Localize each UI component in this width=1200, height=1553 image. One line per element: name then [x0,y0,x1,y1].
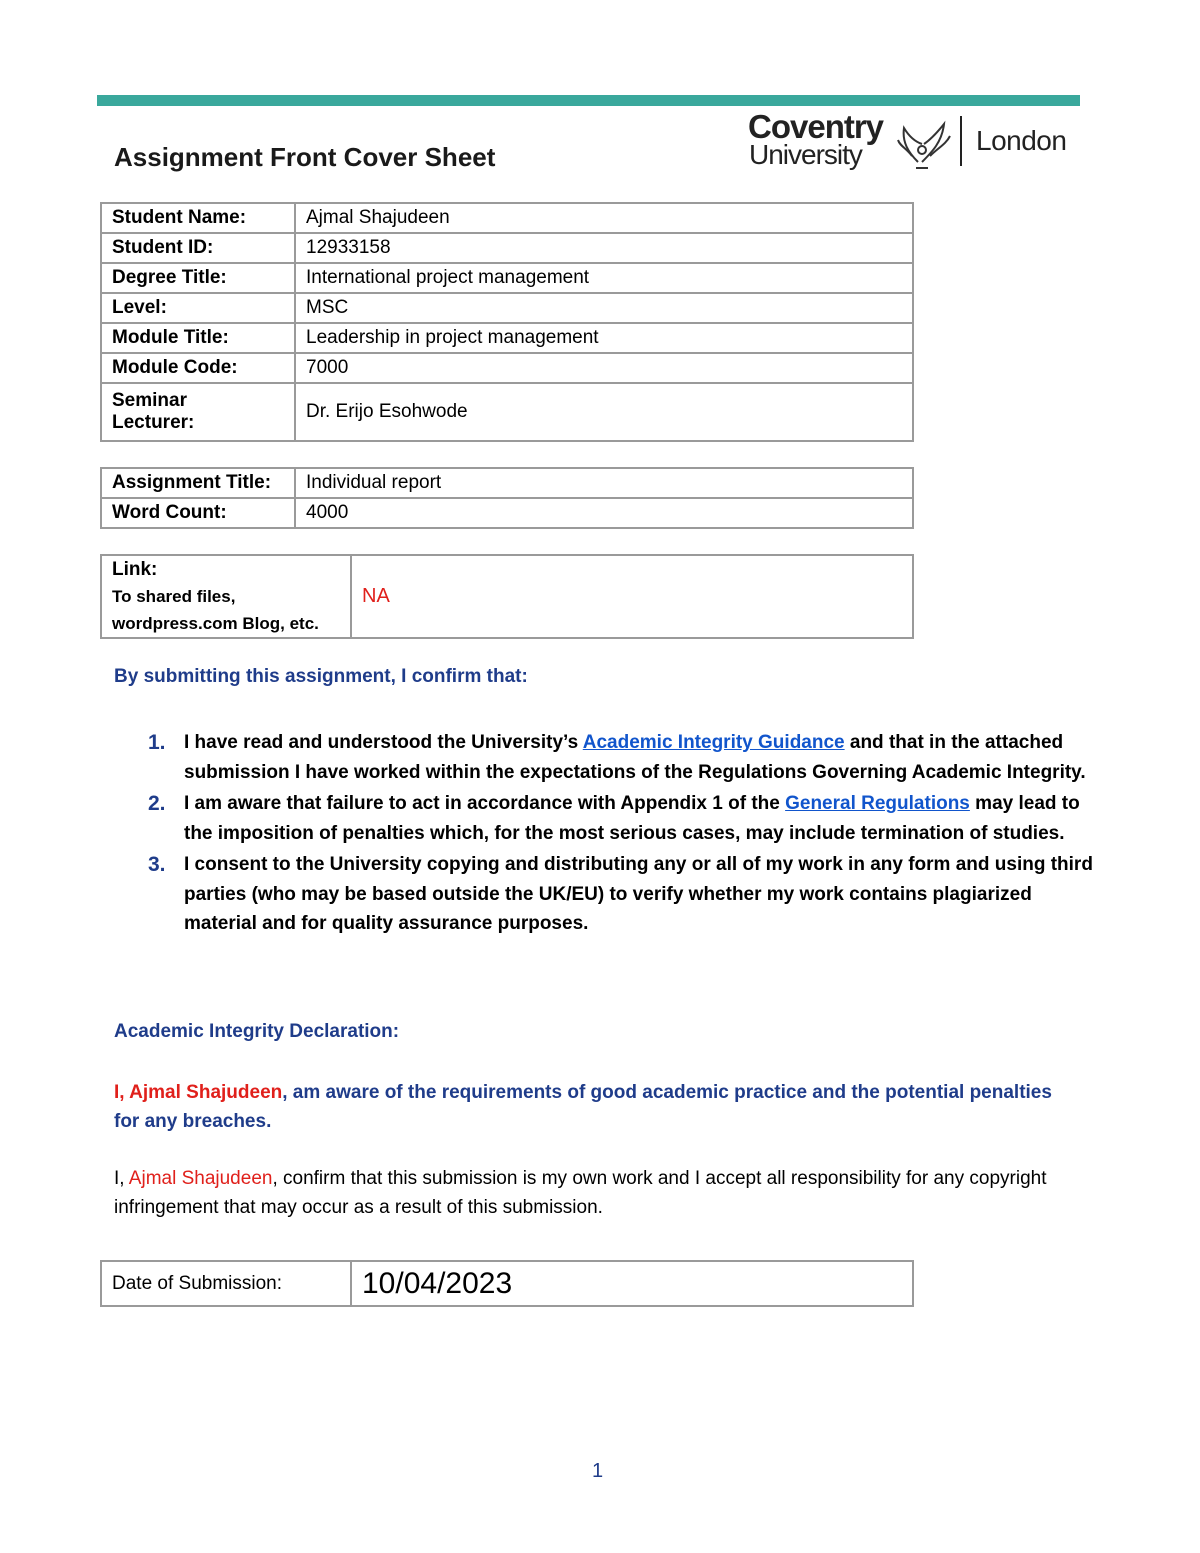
table-row [101,293,913,323]
word-count-value: 4000 [295,498,913,528]
module-title-value: Leadership in project management [295,323,913,353]
degree-title-value: International project management [295,263,913,293]
paragraph-prefix: I, [114,1168,129,1189]
table-row [101,498,913,528]
declaration-text: I have read and understood the University’s [184,732,583,753]
student-name-inline: Ajmal Shajudeen [129,1082,283,1103]
academic-integrity-guidance-link[interactable]: Academic Integrity Guidance [582,732,845,753]
table-row [101,233,913,263]
student-id-label: Student ID: [101,233,295,263]
link-label-cell [101,555,351,638]
paragraph-text: , confirm that this submission is my own work and I accept all responsibility for any copyright infringement that may occur as a result of this submission. [114,1168,1047,1218]
link-value: NA [351,555,913,638]
link-table [100,554,914,639]
list-number: 1. [148,731,166,754]
assignment-title-value: Individual report [295,468,913,498]
module-code-value: 7000 [295,353,913,383]
submission-date-label: Date of Submission: [101,1261,351,1306]
page-number: 1 [592,1460,604,1482]
list-item [144,789,1094,848]
link-sublabel-1: To shared files, [112,587,236,606]
logo-word-coventry: Coventry [748,108,884,145]
assignment-title-label: Assignment Title: [101,468,295,498]
table-row [101,263,913,293]
student-id-value: 12933158 [295,233,913,263]
list-item [144,850,1094,939]
table-row [101,203,913,233]
declaration-text: I am aware that failure to act in accordance with Appendix 1 of the [184,793,786,814]
table-row [101,555,913,638]
declaration-text: I consent to the University copying and distributing any or all of my work in any form and using third parties (who may be based outside the UK/EU) to verify whether my work contains plagiarized material and for quality assurance purposes. [184,854,1093,934]
logo-word-university: University [749,139,862,170]
module-title-label: Module Title: [101,323,295,353]
table-row [101,353,913,383]
student-details-table [100,202,914,442]
level-label: Level: [101,293,295,323]
seminar-lecturer-value: Dr. Erijo Esohwode [295,383,913,441]
header-accent-bar [97,95,1080,106]
integrity-heading: Academic Integrity Declaration: [114,1021,400,1042]
list-number: 2. [148,792,166,815]
assignment-details-table [100,467,914,529]
table-row [101,383,913,441]
paragraph-text: , am aware of the requirements of good academic practice and the potential penalties for any breaches. [114,1082,1052,1132]
submission-date-table [100,1260,914,1307]
logo-word-london: London [976,125,1067,156]
table-row [101,323,913,353]
declaration-text: and that in the attached submission I have worked within the expectations of the Regulations Governing Academic Integrity. [184,732,1086,783]
seminar-lecturer-label-line2: Lecturer: [112,412,195,433]
page-title: Assignment Front Cover Sheet [114,142,496,172]
word-count-label: Word Count: [101,498,295,528]
table-row [101,1261,913,1306]
seminar-lecturer-label [101,383,295,441]
list-number: 3. [148,853,166,876]
student-name-label: Student Name: [101,203,295,233]
confirm-heading: By submitting this assignment, I confirm that: [114,666,528,687]
link-sublabel-2: wordpress.com Blog, etc. [112,614,319,633]
submission-date-value: 10/04/2023 [351,1261,913,1306]
list-item [144,728,1094,787]
table-row [101,468,913,498]
declaration-list [144,728,1094,941]
integrity-paragraph-2 [114,1164,1104,1222]
integrity-paragraph-1 [114,1078,1074,1136]
general-regulations-link[interactable]: General Regulations [785,793,970,814]
university-logo [748,108,1078,172]
link-label: Link: [112,559,158,580]
phoenix-icon [898,124,950,168]
degree-title-label: Degree Title: [101,263,295,293]
paragraph-prefix: I, [114,1082,130,1103]
declaration-text: may lead to the imposition of penalties which, for the most serious cases, may include termination of studies. [184,793,1080,844]
student-name-inline: Ajmal Shajudeen [128,1168,273,1189]
seminar-lecturer-label-line1: Seminar [112,390,187,411]
module-code-label: Module Code: [101,353,295,383]
student-name-value: Ajmal Shajudeen [295,203,913,233]
level-value: MSC [295,293,913,323]
